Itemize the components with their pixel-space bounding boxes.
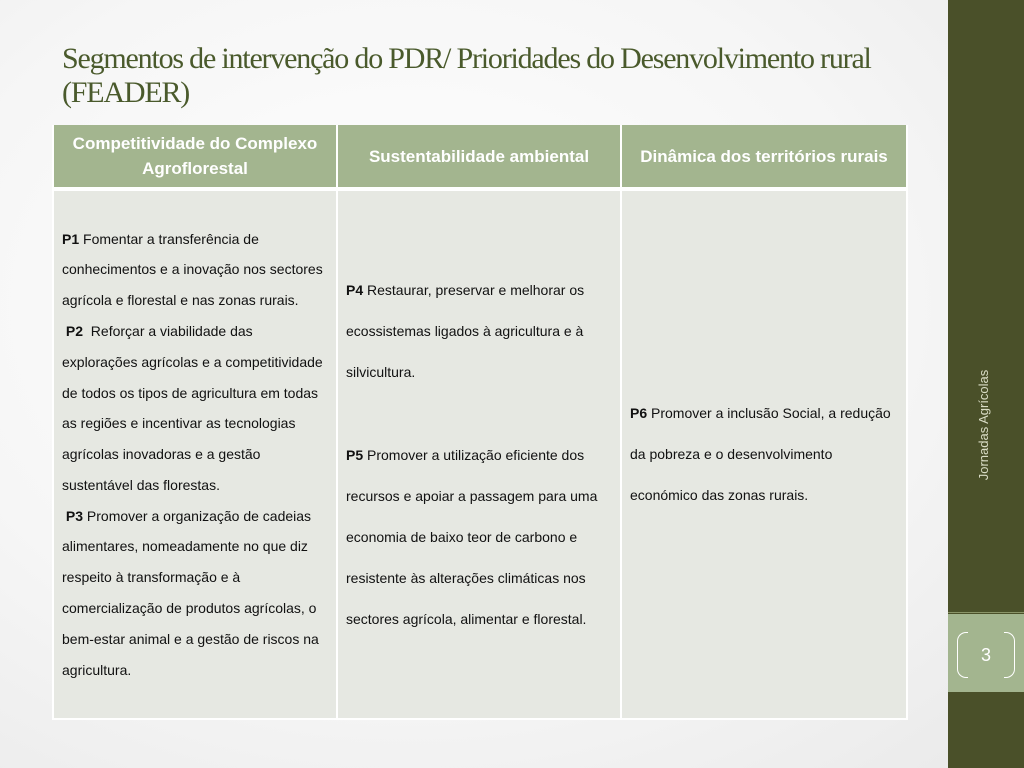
header-dinamica: Dinâmica dos territórios rurais [621,125,907,189]
priority-p3 [62,501,328,686]
cell-dinamica [621,189,907,719]
priority-code: P4 [346,281,364,298]
priority-text: Reforçar a viabilidade das explorações agrícolas e a competitividade de todos os tipos de agricultura em todas as regiões e incentivar as tecnologias agrícolas inovadoras e a gestão sustentável das florestas. [62,322,323,493]
spacer [346,393,612,435]
footer-text: Jornadas Agrícolas [975,369,991,481]
priority-p2 [62,316,328,501]
priority-p5 [346,435,612,640]
priority-text: Restaurar, preservar e melhorar os ecossistemas ligados à agricultura e à silvicultura. [346,281,585,380]
table-row [53,189,907,719]
priority-text: Fomentar a transferência de conhecimentos e a inovação nos sectores agrícola e florestal e nas zonas rurais. [62,230,323,309]
priority-code: P1 [62,230,80,247]
page-number-box [957,632,1015,678]
cell-competitividade [53,189,337,719]
priority-p1 [62,224,328,316]
sidebar-divider [948,612,1024,613]
priority-text: Promover a utilização eficiente dos recursos e apoiar a passagem para uma economia de baixo teor de carbono e resistente às alterações climáticas nos sectores agrícola, alimentar e florestal. [346,446,598,627]
priorities-table [52,125,908,720]
header-sustentabilidade: Sustentabilidade ambiental [337,125,621,189]
priority-p4 [346,270,612,393]
table-header-row [53,125,907,189]
priority-code: P6 [630,405,648,421]
priority-code: P5 [346,446,364,463]
priority-text: Promover a inclusão Social, a redução da pobreza e o desenvolvimento económico das zonas rurais. [630,405,891,503]
cell-sustentabilidade [337,189,621,719]
priority-code: P2 [65,322,84,339]
page-number: 3 [980,644,991,665]
priority-text: Promover a organização de cadeias alimentares, nomeadamente no que diz respeito à transformação e à comercialização de produtos agrícolas, o bem-estar animal e a gestão de riscos na agricultura. [62,507,319,678]
header-competitividade: Competitividade do Complexo Agroflorestal [53,125,337,189]
priority-p6 [630,393,898,516]
slide-title: Segmentos de intervenção do PDR/ Prioridades do Desenvolvimento rural (FEADER) [62,42,871,109]
priority-code: P3 [65,507,84,524]
